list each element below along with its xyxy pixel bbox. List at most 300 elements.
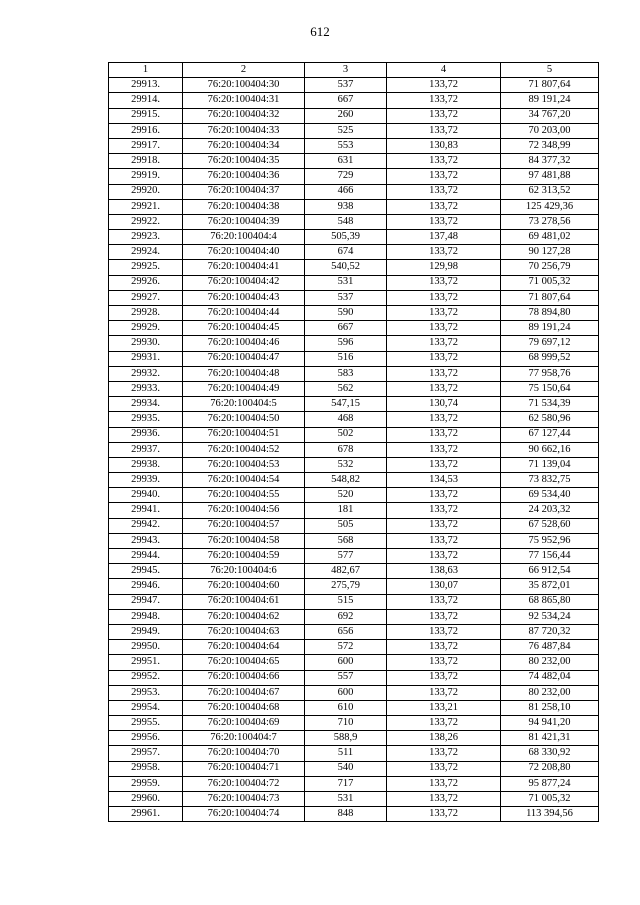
value-cell: 81 421,31 (501, 731, 599, 746)
rate-cell: 133,72 (387, 655, 501, 670)
value-cell: 34 767,20 (501, 108, 599, 123)
cadastral-number-cell: 76:20:100404:49 (183, 381, 305, 396)
table-row (109, 792, 599, 807)
column-header-2: 2 (183, 63, 305, 78)
value-cell: 92 534,24 (501, 609, 599, 624)
row-number-cell: 29936. (109, 427, 183, 442)
value-cell: 71 139,04 (501, 457, 599, 472)
row-number-cell: 29919. (109, 169, 183, 184)
area-cell: 540 (305, 761, 387, 776)
cadastral-number-cell: 76:20:100404:33 (183, 123, 305, 138)
rate-cell: 133,72 (387, 78, 501, 93)
rate-cell: 133,72 (387, 412, 501, 427)
row-number-cell: 29937. (109, 442, 183, 457)
rate-cell: 133,72 (387, 214, 501, 229)
area-cell: 260 (305, 108, 387, 123)
area-cell: 548 (305, 214, 387, 229)
cadastral-number-cell: 76:20:100404:71 (183, 761, 305, 776)
area-cell: 531 (305, 792, 387, 807)
area-cell: 667 (305, 93, 387, 108)
rate-cell: 133,72 (387, 321, 501, 336)
table-row (109, 412, 599, 427)
row-number-cell: 29939. (109, 473, 183, 488)
area-cell: 505,39 (305, 230, 387, 245)
rate-cell: 133,72 (387, 306, 501, 321)
cadastral-number-cell: 76:20:100404:57 (183, 518, 305, 533)
row-number-cell: 29927. (109, 290, 183, 305)
value-cell: 72 208,80 (501, 761, 599, 776)
cadastral-number-cell: 76:20:100404:40 (183, 245, 305, 260)
area-cell: 588,9 (305, 731, 387, 746)
row-number-cell: 29935. (109, 412, 183, 427)
cadastral-number-cell: 76:20:100404:45 (183, 321, 305, 336)
table-row (109, 427, 599, 442)
cadastral-number-cell: 76:20:100404:35 (183, 154, 305, 169)
cadastral-number-cell: 76:20:100404:5 (183, 397, 305, 412)
cadastral-number-cell: 76:20:100404:55 (183, 488, 305, 503)
table-row (109, 655, 599, 670)
value-cell: 73 832,75 (501, 473, 599, 488)
row-number-cell: 29913. (109, 78, 183, 93)
row-number-cell: 29945. (109, 564, 183, 579)
row-number-cell: 29915. (109, 108, 183, 123)
area-cell: 667 (305, 321, 387, 336)
area-cell: 482,67 (305, 564, 387, 579)
row-number-cell: 29943. (109, 533, 183, 548)
rate-cell: 133,72 (387, 746, 501, 761)
area-cell: 938 (305, 199, 387, 214)
cadastral-number-cell: 76:20:100404:37 (183, 184, 305, 199)
value-cell: 90 127,28 (501, 245, 599, 260)
value-cell: 73 278,56 (501, 214, 599, 229)
column-header-5: 5 (501, 63, 599, 78)
table-row (109, 93, 599, 108)
area-cell: 557 (305, 670, 387, 685)
table-row (109, 321, 599, 336)
row-number-cell: 29929. (109, 321, 183, 336)
value-cell: 66 912,54 (501, 564, 599, 579)
area-cell: 717 (305, 776, 387, 791)
table-row (109, 260, 599, 275)
table-row (109, 290, 599, 305)
table-row (109, 457, 599, 472)
rate-cell: 133,72 (387, 275, 501, 290)
row-number-cell: 29961. (109, 807, 183, 822)
value-cell: 97 481,88 (501, 169, 599, 184)
table-row (109, 640, 599, 655)
table-row (109, 397, 599, 412)
value-cell: 71 534,39 (501, 397, 599, 412)
area-cell: 466 (305, 184, 387, 199)
area-cell: 525 (305, 123, 387, 138)
cadastral-number-cell: 76:20:100404:32 (183, 108, 305, 123)
cadastral-number-cell: 76:20:100404:54 (183, 473, 305, 488)
table-row (109, 533, 599, 548)
rate-cell: 133,72 (387, 381, 501, 396)
cadastral-number-cell: 76:20:100404:31 (183, 93, 305, 108)
table-row (109, 564, 599, 579)
value-cell: 75 150,64 (501, 381, 599, 396)
rate-cell: 133,72 (387, 427, 501, 442)
value-cell: 71 005,32 (501, 275, 599, 290)
rate-cell: 133,72 (387, 442, 501, 457)
row-number-cell: 29924. (109, 245, 183, 260)
cadastral-number-cell: 76:20:100404:65 (183, 655, 305, 670)
table-row (109, 245, 599, 260)
table-row (109, 138, 599, 153)
row-number-cell: 29923. (109, 230, 183, 245)
table-row (109, 488, 599, 503)
row-number-cell: 29944. (109, 549, 183, 564)
row-number-cell: 29922. (109, 214, 183, 229)
value-cell: 90 662,16 (501, 442, 599, 457)
area-cell: 568 (305, 533, 387, 548)
table-row (109, 351, 599, 366)
table-row (109, 275, 599, 290)
table-row (109, 78, 599, 93)
table-row (109, 731, 599, 746)
table-row (109, 169, 599, 184)
cadastral-number-cell: 76:20:100404:73 (183, 792, 305, 807)
rate-cell: 133,72 (387, 336, 501, 351)
value-cell: 69 481,02 (501, 230, 599, 245)
row-number-cell: 29928. (109, 306, 183, 321)
area-cell: 610 (305, 700, 387, 715)
rate-cell: 133,72 (387, 792, 501, 807)
row-number-cell: 29957. (109, 746, 183, 761)
area-cell: 520 (305, 488, 387, 503)
row-number-cell: 29948. (109, 609, 183, 624)
rate-cell: 133,72 (387, 503, 501, 518)
value-cell: 35 872,01 (501, 579, 599, 594)
cadastral-number-cell: 76:20:100404:38 (183, 199, 305, 214)
rate-cell: 133,72 (387, 169, 501, 184)
value-cell: 125 429,36 (501, 199, 599, 214)
area-cell: 848 (305, 807, 387, 822)
row-number-cell: 29932. (109, 366, 183, 381)
area-cell: 537 (305, 78, 387, 93)
cadastral-number-cell: 76:20:100404:60 (183, 579, 305, 594)
value-cell: 68 999,52 (501, 351, 599, 366)
value-cell: 69 534,40 (501, 488, 599, 503)
rate-cell: 130,74 (387, 397, 501, 412)
cadastral-number-cell: 76:20:100404:64 (183, 640, 305, 655)
table-row (109, 366, 599, 381)
page-number: 612 (310, 24, 330, 39)
value-cell: 68 330,92 (501, 746, 599, 761)
area-cell: 502 (305, 427, 387, 442)
area-cell: 562 (305, 381, 387, 396)
value-cell: 77 156,44 (501, 549, 599, 564)
rate-cell: 133,72 (387, 549, 501, 564)
area-cell: 600 (305, 685, 387, 700)
value-cell: 94 941,20 (501, 716, 599, 731)
value-cell: 24 203,32 (501, 503, 599, 518)
cadastral-number-cell: 76:20:100404:34 (183, 138, 305, 153)
table-row (109, 761, 599, 776)
value-cell: 79 697,12 (501, 336, 599, 351)
area-cell: 547,15 (305, 397, 387, 412)
table-row (109, 700, 599, 715)
table-row (109, 230, 599, 245)
rate-cell: 133,72 (387, 184, 501, 199)
table-row (109, 776, 599, 791)
table-body (109, 78, 599, 822)
rate-cell: 133,72 (387, 488, 501, 503)
table-row (109, 609, 599, 624)
row-number-cell: 29954. (109, 700, 183, 715)
area-cell: 710 (305, 716, 387, 731)
row-number-cell: 29947. (109, 594, 183, 609)
cadastral-number-cell: 76:20:100404:41 (183, 260, 305, 275)
area-cell: 468 (305, 412, 387, 427)
area-cell: 631 (305, 154, 387, 169)
value-cell: 71 807,64 (501, 78, 599, 93)
rate-cell: 134,53 (387, 473, 501, 488)
row-number-cell: 29933. (109, 381, 183, 396)
cadastral-number-cell: 76:20:100404:44 (183, 306, 305, 321)
cadastral-number-cell: 76:20:100404:74 (183, 807, 305, 822)
area-cell: 729 (305, 169, 387, 184)
table-row (109, 199, 599, 214)
cadastral-number-cell: 76:20:100404:59 (183, 549, 305, 564)
cadastral-number-cell: 76:20:100404:63 (183, 624, 305, 639)
area-cell: 181 (305, 503, 387, 518)
value-cell: 62 580,96 (501, 412, 599, 427)
cadastral-number-cell: 76:20:100404:70 (183, 746, 305, 761)
cadastral-number-cell: 76:20:100404:52 (183, 442, 305, 457)
area-cell: 532 (305, 457, 387, 472)
area-cell: 275,79 (305, 579, 387, 594)
table-row (109, 214, 599, 229)
cadastral-number-cell: 76:20:100404:72 (183, 776, 305, 791)
row-number-cell: 29921. (109, 199, 183, 214)
value-cell: 75 952,96 (501, 533, 599, 548)
cadastral-number-cell: 76:20:100404:43 (183, 290, 305, 305)
row-number-cell: 29953. (109, 685, 183, 700)
rate-cell: 133,72 (387, 640, 501, 655)
table-row (109, 381, 599, 396)
rate-cell: 133,72 (387, 93, 501, 108)
area-cell: 656 (305, 624, 387, 639)
rate-cell: 129,98 (387, 260, 501, 275)
value-cell: 74 482,04 (501, 670, 599, 685)
row-number-cell: 29946. (109, 579, 183, 594)
value-cell: 89 191,24 (501, 321, 599, 336)
cadastral-number-cell: 76:20:100404:61 (183, 594, 305, 609)
table-row (109, 549, 599, 564)
area-cell: 572 (305, 640, 387, 655)
cadastral-number-cell: 76:20:100404:69 (183, 716, 305, 731)
value-cell: 62 313,52 (501, 184, 599, 199)
rate-cell: 133,72 (387, 776, 501, 791)
cadastral-number-cell: 76:20:100404:46 (183, 336, 305, 351)
rate-cell: 133,72 (387, 245, 501, 260)
table-row (109, 108, 599, 123)
area-cell: 553 (305, 138, 387, 153)
rate-cell: 137,48 (387, 230, 501, 245)
area-cell: 531 (305, 275, 387, 290)
table-row (109, 670, 599, 685)
rate-cell: 133,72 (387, 154, 501, 169)
area-cell: 540,52 (305, 260, 387, 275)
value-cell: 72 348,99 (501, 138, 599, 153)
area-cell: 674 (305, 245, 387, 260)
cadastral-number-cell: 76:20:100404:7 (183, 731, 305, 746)
area-cell: 596 (305, 336, 387, 351)
table-row (109, 746, 599, 761)
row-number-cell: 29960. (109, 792, 183, 807)
value-cell: 67 127,44 (501, 427, 599, 442)
row-number-cell: 29949. (109, 624, 183, 639)
table-row (109, 306, 599, 321)
area-cell: 511 (305, 746, 387, 761)
rate-cell: 133,72 (387, 807, 501, 822)
area-cell: 590 (305, 306, 387, 321)
rate-cell: 133,72 (387, 594, 501, 609)
row-number-cell: 29959. (109, 776, 183, 791)
table-row (109, 518, 599, 533)
cadastral-number-cell: 76:20:100404:48 (183, 366, 305, 381)
row-number-cell: 29930. (109, 336, 183, 351)
table-row (109, 716, 599, 731)
area-cell: 583 (305, 366, 387, 381)
rate-cell: 133,21 (387, 700, 501, 715)
rate-cell: 133,72 (387, 199, 501, 214)
cadastral-number-cell: 76:20:100404:30 (183, 78, 305, 93)
table-row (109, 594, 599, 609)
area-cell: 600 (305, 655, 387, 670)
row-number-cell: 29958. (109, 761, 183, 776)
table-row (109, 442, 599, 457)
row-number-cell: 29951. (109, 655, 183, 670)
table-row (109, 685, 599, 700)
column-header-3: 3 (305, 63, 387, 78)
value-cell: 76 487,84 (501, 640, 599, 655)
rate-cell: 133,72 (387, 624, 501, 639)
table-row (109, 624, 599, 639)
rate-cell: 133,72 (387, 290, 501, 305)
value-cell: 84 377,32 (501, 154, 599, 169)
rate-cell: 133,72 (387, 108, 501, 123)
table-row (109, 579, 599, 594)
table-header (109, 63, 599, 78)
row-number-cell: 29914. (109, 93, 183, 108)
row-number-cell: 29950. (109, 640, 183, 655)
value-cell: 77 958,76 (501, 366, 599, 381)
row-number-cell: 29934. (109, 397, 183, 412)
data-table (108, 62, 599, 822)
value-cell: 89 191,24 (501, 93, 599, 108)
column-header-1: 1 (109, 63, 183, 78)
row-number-cell: 29956. (109, 731, 183, 746)
row-number-cell: 29952. (109, 670, 183, 685)
row-number-cell: 29926. (109, 275, 183, 290)
value-cell: 95 877,24 (501, 776, 599, 791)
cadastral-number-cell: 76:20:100404:58 (183, 533, 305, 548)
table-row (109, 184, 599, 199)
cadastral-number-cell: 76:20:100404:56 (183, 503, 305, 518)
row-number-cell: 29916. (109, 123, 183, 138)
rate-cell: 133,72 (387, 685, 501, 700)
value-cell: 71 807,64 (501, 290, 599, 305)
cadastral-number-cell: 76:20:100404:47 (183, 351, 305, 366)
area-cell: 515 (305, 594, 387, 609)
rate-cell: 133,72 (387, 716, 501, 731)
row-number-cell: 29940. (109, 488, 183, 503)
cadastral-number-cell: 76:20:100404:6 (183, 564, 305, 579)
row-number-cell: 29917. (109, 138, 183, 153)
cadastral-number-cell: 76:20:100404:42 (183, 275, 305, 290)
rate-cell: 130,83 (387, 138, 501, 153)
cadastral-number-cell: 76:20:100404:36 (183, 169, 305, 184)
cadastral-number-cell: 76:20:100404:50 (183, 412, 305, 427)
row-number-cell: 29925. (109, 260, 183, 275)
value-cell: 87 720,32 (501, 624, 599, 639)
cadastral-number-cell: 76:20:100404:53 (183, 457, 305, 472)
area-cell: 516 (305, 351, 387, 366)
column-header-4: 4 (387, 63, 501, 78)
cadastral-number-cell: 76:20:100404:51 (183, 427, 305, 442)
area-cell: 537 (305, 290, 387, 305)
rate-cell: 133,72 (387, 609, 501, 624)
row-number-cell: 29942. (109, 518, 183, 533)
row-number-cell: 29938. (109, 457, 183, 472)
table-row (109, 154, 599, 169)
rate-cell: 138,63 (387, 564, 501, 579)
area-cell: 548,82 (305, 473, 387, 488)
value-cell: 71 005,32 (501, 792, 599, 807)
area-cell: 678 (305, 442, 387, 457)
area-cell: 692 (305, 609, 387, 624)
table-row (109, 503, 599, 518)
value-cell: 78 894,80 (501, 306, 599, 321)
value-cell: 80 232,00 (501, 685, 599, 700)
rate-cell: 130,07 (387, 579, 501, 594)
table-row (109, 473, 599, 488)
row-number-cell: 29941. (109, 503, 183, 518)
rate-cell: 133,72 (387, 533, 501, 548)
table-row (109, 336, 599, 351)
table-row (109, 123, 599, 138)
rate-cell: 133,72 (387, 123, 501, 138)
value-cell: 68 865,80 (501, 594, 599, 609)
rate-cell: 133,72 (387, 366, 501, 381)
cadastral-number-cell: 76:20:100404:68 (183, 700, 305, 715)
cadastral-number-cell: 76:20:100404:67 (183, 685, 305, 700)
row-number-cell: 29931. (109, 351, 183, 366)
cadastral-number-cell: 76:20:100404:66 (183, 670, 305, 685)
value-cell: 70 203,00 (501, 123, 599, 138)
value-cell: 80 232,00 (501, 655, 599, 670)
rate-cell: 133,72 (387, 761, 501, 776)
cadastral-number-cell: 76:20:100404:39 (183, 214, 305, 229)
row-number-cell: 29918. (109, 154, 183, 169)
rate-cell: 133,72 (387, 670, 501, 685)
area-cell: 505 (305, 518, 387, 533)
rate-cell: 138,26 (387, 731, 501, 746)
header-row (109, 63, 599, 78)
value-cell: 113 394,56 (501, 807, 599, 822)
rate-cell: 133,72 (387, 351, 501, 366)
value-cell: 81 258,10 (501, 700, 599, 715)
cadastral-number-cell: 76:20:100404:62 (183, 609, 305, 624)
row-number-cell: 29920. (109, 184, 183, 199)
area-cell: 577 (305, 549, 387, 564)
value-cell: 67 528,60 (501, 518, 599, 533)
cadastral-number-cell: 76:20:100404:4 (183, 230, 305, 245)
rate-cell: 133,72 (387, 457, 501, 472)
